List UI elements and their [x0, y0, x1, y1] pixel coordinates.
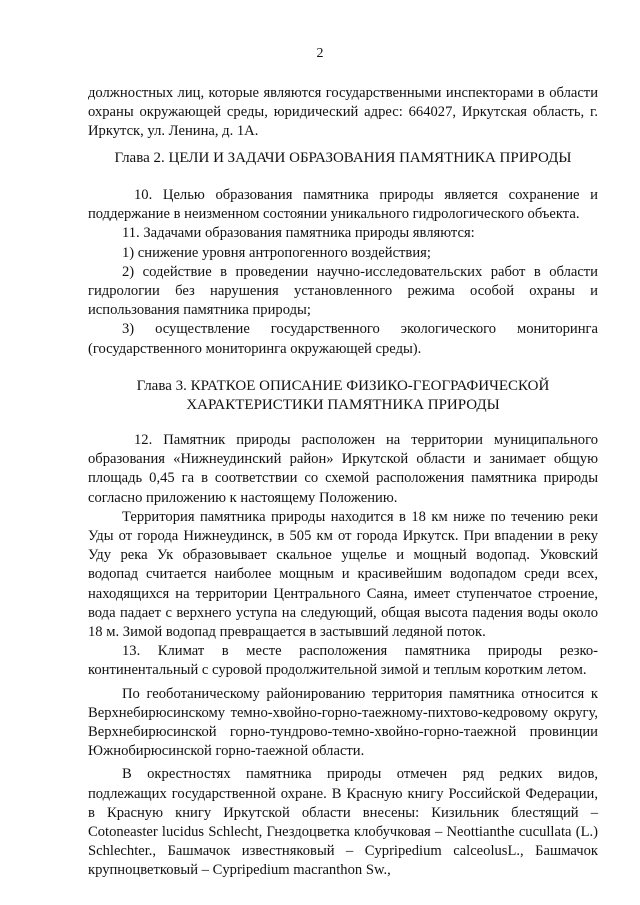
- chapter3-heading: [88, 377, 598, 415]
- task-item-1: 1) снижение уровня антропогенного воздействия;: [122, 244, 431, 261]
- geobotany-paragraph: По геоботаническому районированию территория памятника относится к Верхнебирюсинскому темно-хвойно-горно-таежному-пихтово-кедровому округу, Верхнебирюсинской горно-тундрово-темно-хвойно-горно-таежной провинции Южнобирюсинской горно-таежной области.: [88, 685, 598, 760]
- chapter2-body: [88, 186, 598, 359]
- territory-paragraph: Территория памятника природы находится в 18 км ниже по течению реки Уды от города Нижнеудинск, в 505 км от города Иркутск. При впадении в реку Уду река Ук образовывает скальное ущелье и мощный водопад. Уковский водопад считается наиболее мощным и красивейшим водопадом среди всех, находящихся на территории Центрального Саяна, имеет ступенчатое строение, вода падает с верхнего уступа на следующий, общая высота падения воды около 18 м. Зимой водопад превращается в застывший ледяной поток.: [88, 508, 598, 641]
- rare-species-paragraph: В окрестностях памятника природы отмечен ряд редких видов, подлежащих государственной охране. В Красную книгу Российской Федерации, в Красную книгу Иркутской области внесены: Кизильник блестящий –Cotoneaster lucidus Schlecht, Гнездоцветка клобучковая – Neottianthe cucullata (L.) Schlechter., Башмачок известняковый – Cypripedium calceolusL., Башмачок крупноцветковый – Cypripedium macranthon Sw.,: [88, 766, 598, 879]
- paragraph-13: 13. Климат в месте расположения памятника природы резко-континентальный с суровой продолжительной зимой и теплым коротким летом.: [88, 643, 598, 679]
- intro-paragraph: [88, 84, 598, 142]
- chapter2-title: Глава 2. ЦЕЛИ И ЗАДАЧИ ОБРАЗОВАНИЯ ПАМЯТНИКА ПРИРОДЫ: [114, 150, 572, 166]
- paragraph-12: 12. Памятник природы расположен на территории муниципального образования «Нижнеудинский район» Иркутской области и занимает общую площадь 0,45 га в соответствии со схемой расположения памятника природы согласно приложению к настоящему Положению.: [88, 432, 598, 506]
- chapter3-body: [88, 431, 598, 881]
- task-item-3: 3) осуществление государственного экологического мониторинга (государственного мониторинга окружающей среды).: [88, 321, 598, 357]
- chapter3-title-line2: ХАРАКТЕРИСТИКИ ПАМЯТНИКА ПРИРОДЫ: [186, 397, 500, 414]
- paragraph-11: 11. Задачами образования памятника природы являются:: [122, 225, 475, 242]
- chapter3-title-line1: Глава 3. КРАТКОЕ ОПИСАНИЕ ФИЗИКО-ГЕОГРАФИЧЕСКОЙ: [136, 378, 550, 394]
- intro-text: должностных лиц, которые являются государственными инспекторами в области охраны окружающей среды, юридический адрес: 664027, Иркутская область, г. Иркутск, ул. Ленина, д. 1А.: [88, 85, 598, 140]
- paragraph-10: 10. Целью образования памятника природы является сохранение и поддержание в неизменном состоянии уникального гидрологического объекта.: [88, 187, 598, 223]
- task-item-2: 2) содействие в проведении научно-исследовательских работ в области гидрологии без нарушения установленного режима особой охраны и использования памятника природы;: [88, 263, 598, 319]
- chapter2-heading: [88, 149, 598, 168]
- page-number: 2: [316, 46, 324, 61]
